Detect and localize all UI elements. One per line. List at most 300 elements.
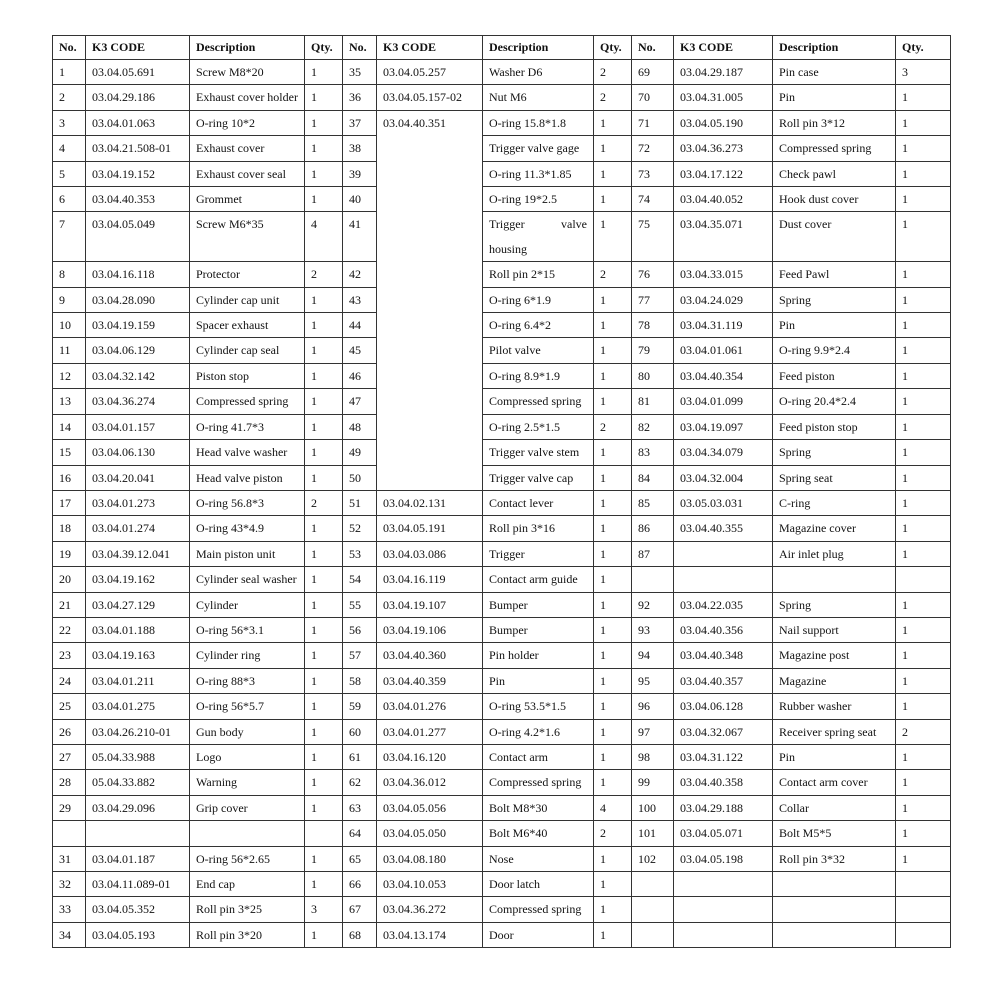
cell-description: Exhaust cover — [190, 136, 305, 161]
cell-no: 31 — [53, 846, 86, 871]
cell-no: 80 — [632, 363, 674, 388]
cell-no: 99 — [632, 770, 674, 795]
cell-no: 5 — [53, 161, 86, 186]
cell-no: 36 — [343, 85, 377, 110]
cell-no: 77 — [632, 287, 674, 312]
cell-description: O-ring 43*4.9 — [190, 516, 305, 541]
cell-description: Spring — [773, 592, 896, 617]
header-no-3: No. — [632, 36, 674, 60]
cell-no: 92 — [632, 592, 674, 617]
cell-description: Spring seat — [773, 465, 896, 490]
cell-no: 19 — [53, 541, 86, 566]
table-row — [53, 363, 951, 388]
cell-no: 44 — [343, 313, 377, 338]
cell-no: 11 — [53, 338, 86, 363]
cell-no: 35 — [343, 60, 377, 85]
table-row — [53, 262, 951, 287]
cell-qty: 2 — [594, 262, 632, 287]
cell-description: Head valve piston — [190, 465, 305, 490]
cell-qty: 1 — [896, 795, 951, 820]
cell-qty: 1 — [896, 338, 951, 363]
cell-description: Pin — [773, 744, 896, 769]
table-row — [53, 440, 951, 465]
cell-description: Bolt M6*40 — [483, 821, 594, 846]
cell-no: 86 — [632, 516, 674, 541]
cell-qty: 1 — [896, 212, 951, 262]
cell-k3-code: 03.04.31.005 — [674, 85, 773, 110]
cell-qty: 1 — [305, 643, 343, 668]
cell-qty: 1 — [305, 187, 343, 212]
cell-description: O-ring 8.9*1.9 — [483, 363, 594, 388]
cell-description: O-ring 56*2.65 — [190, 846, 305, 871]
cell-description: Compressed spring — [483, 770, 594, 795]
cell-qty: 1 — [305, 363, 343, 388]
cell-qty: 1 — [896, 846, 951, 871]
cell-k3-code: 03.04.06.129 — [86, 338, 190, 363]
cell-qty: 1 — [305, 872, 343, 897]
cell-no: 20 — [53, 567, 86, 592]
cell-description: Roll pin 3*12 — [773, 110, 896, 135]
cell-description — [190, 821, 305, 846]
cell-k3-code: 03.04.03.086 — [377, 541, 483, 566]
cell-qty: 3 — [896, 60, 951, 85]
cell-no: 94 — [632, 643, 674, 668]
cell-no: 48 — [343, 414, 377, 439]
cell-description: O-ring 56.8*3 — [190, 490, 305, 515]
cell-qty: 1 — [594, 465, 632, 490]
cell-description: O-ring 10*2 — [190, 110, 305, 135]
header-k3-code-2: K3 CODE — [377, 36, 483, 60]
cell-k3-code: 03.04.19.159 — [86, 313, 190, 338]
cell-k3-code: 03.04.01.188 — [86, 617, 190, 642]
cell-no: 33 — [53, 897, 86, 922]
cell-no: 1 — [53, 60, 86, 85]
cell-qty: 1 — [896, 414, 951, 439]
cell-k3-code: 03.04.05.352 — [86, 897, 190, 922]
cell-description: Feed piston stop — [773, 414, 896, 439]
cell-qty: 1 — [594, 770, 632, 795]
cell-qty: 1 — [594, 897, 632, 922]
cell-description: Feed Pawl — [773, 262, 896, 287]
cell-description: Air inlet plug — [773, 541, 896, 566]
cell-k3-code: 03.04.01.063 — [86, 110, 190, 135]
cell-description: Screw M6*35 — [190, 212, 305, 262]
cell-k3-code: 03.04.40.348 — [674, 643, 773, 668]
cell-k3-code: 03.04.01.273 — [86, 490, 190, 515]
cell-no: 14 — [53, 414, 86, 439]
cell-no: 81 — [632, 389, 674, 414]
cell-k3-code: 03.04.05.257 — [377, 60, 483, 85]
table-row — [53, 414, 951, 439]
cell-k3-code: 03.04.19.163 — [86, 643, 190, 668]
cell-description: Screw M8*20 — [190, 60, 305, 85]
cell-description: O-ring 56*5.7 — [190, 694, 305, 719]
cell-description: Bolt M5*5 — [773, 821, 896, 846]
cell-k3-code: 03.04.05.056 — [377, 795, 483, 820]
table-row — [53, 770, 951, 795]
cell-description: O-ring 15.8*1.8 — [483, 110, 594, 135]
cell-k3-code: 03.04.36.012 — [377, 770, 483, 795]
cell-description: Contact arm guide — [483, 567, 594, 592]
cell-no: 60 — [343, 719, 377, 744]
table-row — [53, 60, 951, 85]
cell-description — [773, 872, 896, 897]
cell-no: 7 — [53, 212, 86, 262]
cell-k3-code: 03.04.40.356 — [674, 617, 773, 642]
cell-no: 66 — [343, 872, 377, 897]
cell-no: 100 — [632, 795, 674, 820]
cell-k3-code: 03.04.13.174 — [377, 922, 483, 947]
cell-description: Hook dust cover — [773, 187, 896, 212]
cell-k3-code: 03.04.16.120 — [377, 744, 483, 769]
cell-no: 59 — [343, 694, 377, 719]
cell-no: 46 — [343, 363, 377, 388]
table-row — [53, 567, 951, 592]
cell-description: Roll pin 2*15 — [483, 262, 594, 287]
cell-k3-code: 03.04.01.187 — [86, 846, 190, 871]
table-row — [53, 287, 951, 312]
cell-k3-code: 03.04.01.061 — [674, 338, 773, 363]
cell-k3-code: 03.04.01.099 — [674, 389, 773, 414]
cell-description: O-ring 9.9*2.4 — [773, 338, 896, 363]
cell-qty: 1 — [594, 592, 632, 617]
table-row — [53, 541, 951, 566]
cell-description: Trigger valve stem — [483, 440, 594, 465]
cell-description: Nose — [483, 846, 594, 871]
cell-no: 55 — [343, 592, 377, 617]
cell-description: Dust cover — [773, 212, 896, 262]
cell-qty: 1 — [305, 85, 343, 110]
cell-k3-code: 03.04.16.119 — [377, 567, 483, 592]
cell-k3-code: 03.04.29.096 — [86, 795, 190, 820]
cell-description: Trigger valve cap — [483, 465, 594, 490]
cell-qty: 1 — [896, 110, 951, 135]
cell-qty: 1 — [305, 795, 343, 820]
cell-qty: 1 — [896, 287, 951, 312]
cell-no: 58 — [343, 668, 377, 693]
cell-qty: 1 — [594, 212, 632, 262]
cell-qty: 1 — [896, 262, 951, 287]
cell-qty: 1 — [305, 338, 343, 363]
cell-qty: 1 — [305, 668, 343, 693]
table-row — [53, 872, 951, 897]
cell-no: 42 — [343, 262, 377, 287]
cell-k3-code: 03.04.05.198 — [674, 846, 773, 871]
cell-no: 3 — [53, 110, 86, 135]
cell-k3-code: 03.04.06.128 — [674, 694, 773, 719]
cell-qty: 1 — [896, 516, 951, 541]
cell-description: O-ring 41.7*3 — [190, 414, 305, 439]
cell-description: Compressed spring — [483, 897, 594, 922]
cell-qty: 1 — [594, 363, 632, 388]
cell-no: 6 — [53, 187, 86, 212]
cell-description: O-ring 53.5*1.5 — [483, 694, 594, 719]
table-row — [53, 338, 951, 363]
cell-no: 26 — [53, 719, 86, 744]
cell-qty — [896, 567, 951, 592]
cell-k3-code: 03.04.20.041 — [86, 465, 190, 490]
cell-qty: 1 — [896, 592, 951, 617]
cell-qty: 1 — [305, 770, 343, 795]
cell-no: 87 — [632, 541, 674, 566]
cell-no: 79 — [632, 338, 674, 363]
cell-description: Gun body — [190, 719, 305, 744]
cell-k3-code: 03.04.05.191 — [377, 516, 483, 541]
cell-qty: 1 — [305, 694, 343, 719]
cell-description: Logo — [190, 744, 305, 769]
cell-k3-code: 03.04.40.359 — [377, 668, 483, 693]
table-row — [53, 922, 951, 947]
cell-k3-code: 03.04.19.162 — [86, 567, 190, 592]
cell-no: 62 — [343, 770, 377, 795]
cell-description: Cylinder cap unit — [190, 287, 305, 312]
cell-qty: 1 — [896, 465, 951, 490]
cell-no: 102 — [632, 846, 674, 871]
cell-no: 34 — [53, 922, 86, 947]
cell-k3-code — [674, 922, 773, 947]
cell-no: 16 — [53, 465, 86, 490]
cell-no: 28 — [53, 770, 86, 795]
cell-no: 24 — [53, 668, 86, 693]
cell-description: O-ring 88*3 — [190, 668, 305, 693]
cell-no: 72 — [632, 136, 674, 161]
cell-qty: 1 — [896, 744, 951, 769]
cell-k3-code: 03.04.17.122 — [674, 161, 773, 186]
cell-description: Pin — [773, 313, 896, 338]
cell-description: O-ring 56*3.1 — [190, 617, 305, 642]
cell-no: 70 — [632, 85, 674, 110]
cell-k3-code: 03.04.29.186 — [86, 85, 190, 110]
cell-k3-code: 03.04.40.354 — [674, 363, 773, 388]
cell-qty: 1 — [305, 389, 343, 414]
cell-k3-code: 03.04.02.131 — [377, 490, 483, 515]
cell-description: Bumper — [483, 617, 594, 642]
cell-no: 71 — [632, 110, 674, 135]
header-qty-1: Qty. — [305, 36, 343, 60]
cell-k3-code: 03.04.05.193 — [86, 922, 190, 947]
cell-qty: 1 — [594, 744, 632, 769]
cell-k3-code: 05.04.33.988 — [86, 744, 190, 769]
header-description-3: Description — [773, 36, 896, 60]
cell-description: End cap — [190, 872, 305, 897]
table-row — [53, 85, 951, 110]
cell-k3-code — [86, 821, 190, 846]
cell-description: Roll pin 3*32 — [773, 846, 896, 871]
cell-description: Feed piston — [773, 363, 896, 388]
cell-k3-code: 03.04.40.052 — [674, 187, 773, 212]
cell-k3-code: 03.04.19.106 — [377, 617, 483, 642]
cell-k3-code: 03.04.26.210-01 — [86, 719, 190, 744]
cell-qty: 1 — [594, 694, 632, 719]
cell-qty: 1 — [896, 161, 951, 186]
cell-qty — [896, 897, 951, 922]
cell-qty: 2 — [305, 490, 343, 515]
cell-no: 37 — [343, 110, 377, 135]
cell-k3-code: 03.04.16.118 — [86, 262, 190, 287]
cell-description — [773, 897, 896, 922]
cell-k3-code: 03.04.40.351 — [377, 110, 483, 490]
cell-qty: 1 — [594, 617, 632, 642]
table-row — [53, 694, 951, 719]
table-row — [53, 897, 951, 922]
cell-qty: 1 — [305, 719, 343, 744]
cell-qty — [896, 922, 951, 947]
cell-description: Exhaust cover holder — [190, 85, 305, 110]
cell-qty: 1 — [896, 440, 951, 465]
cell-k3-code: 03.04.11.089-01 — [86, 872, 190, 897]
cell-description: Trigger — [483, 541, 594, 566]
cell-description: Pin — [483, 668, 594, 693]
cell-qty: 1 — [594, 313, 632, 338]
cell-description: Bolt M8*30 — [483, 795, 594, 820]
cell-no: 101 — [632, 821, 674, 846]
cell-no — [632, 922, 674, 947]
cell-qty: 1 — [896, 821, 951, 846]
cell-qty: 1 — [305, 287, 343, 312]
cell-k3-code: 03.04.05.157-02 — [377, 85, 483, 110]
cell-qty: 1 — [305, 846, 343, 871]
cell-description: Pin holder — [483, 643, 594, 668]
cell-description: Collar — [773, 795, 896, 820]
cell-description: O-ring 11.3*1.85 — [483, 161, 594, 186]
table-row — [53, 389, 951, 414]
cell-description: Piston stop — [190, 363, 305, 388]
header-description-1: Description — [190, 36, 305, 60]
cell-k3-code — [674, 541, 773, 566]
cell-k3-code: 03.04.27.129 — [86, 592, 190, 617]
cell-qty: 1 — [594, 389, 632, 414]
cell-qty: 2 — [594, 414, 632, 439]
cell-k3-code: 03.04.05.190 — [674, 110, 773, 135]
cell-qty: 1 — [594, 110, 632, 135]
cell-qty — [305, 821, 343, 846]
cell-no — [632, 567, 674, 592]
cell-k3-code: 03.04.32.004 — [674, 465, 773, 490]
cell-k3-code: 03.04.32.067 — [674, 719, 773, 744]
cell-no — [632, 897, 674, 922]
cell-qty: 1 — [305, 744, 343, 769]
cell-k3-code: 03.04.19.097 — [674, 414, 773, 439]
cell-qty: 1 — [305, 516, 343, 541]
table-row — [53, 795, 951, 820]
cell-k3-code: 03.04.19.107 — [377, 592, 483, 617]
cell-qty: 2 — [594, 85, 632, 110]
cell-k3-code: 03.04.06.130 — [86, 440, 190, 465]
cell-no: 39 — [343, 161, 377, 186]
cell-description: Roll pin 3*16 — [483, 516, 594, 541]
cell-qty: 1 — [896, 643, 951, 668]
cell-description: Head valve washer — [190, 440, 305, 465]
cell-qty: 1 — [594, 846, 632, 871]
cell-no: 53 — [343, 541, 377, 566]
cell-description: Pilot valve — [483, 338, 594, 363]
cell-no: 15 — [53, 440, 86, 465]
cell-qty: 1 — [594, 490, 632, 515]
cell-no: 18 — [53, 516, 86, 541]
cell-description: Roll pin 3*20 — [190, 922, 305, 947]
parts-list-table — [52, 35, 951, 948]
cell-description: Cylinder seal washer — [190, 567, 305, 592]
cell-k3-code: 03.05.03.031 — [674, 490, 773, 515]
cell-qty: 1 — [594, 872, 632, 897]
table-row — [53, 643, 951, 668]
cell-description: Trigger valve gage — [483, 136, 594, 161]
cell-qty: 1 — [896, 617, 951, 642]
cell-k3-code: 03.04.36.274 — [86, 389, 190, 414]
cell-qty: 1 — [594, 136, 632, 161]
cell-description: Magazine post — [773, 643, 896, 668]
cell-description: O-ring 6.4*2 — [483, 313, 594, 338]
cell-description — [773, 922, 896, 947]
cell-qty: 1 — [305, 541, 343, 566]
cell-description: Grip cover — [190, 795, 305, 820]
cell-qty: 1 — [305, 567, 343, 592]
cell-description: Washer D6 — [483, 60, 594, 85]
cell-qty: 1 — [305, 440, 343, 465]
cell-qty: 1 — [305, 414, 343, 439]
header-qty-3: Qty. — [896, 36, 951, 60]
cell-no: 75 — [632, 212, 674, 262]
table-row — [53, 212, 951, 262]
cell-no: 93 — [632, 617, 674, 642]
cell-k3-code: 03.04.05.050 — [377, 821, 483, 846]
cell-k3-code: 03.04.28.090 — [86, 287, 190, 312]
cell-k3-code: 03.04.31.122 — [674, 744, 773, 769]
cell-description: Trigger valve housing — [483, 212, 594, 262]
cell-no: 27 — [53, 744, 86, 769]
cell-description: Spring — [773, 287, 896, 312]
cell-no: 4 — [53, 136, 86, 161]
cell-k3-code: 03.04.32.142 — [86, 363, 190, 388]
cell-no: 82 — [632, 414, 674, 439]
cell-no: 85 — [632, 490, 674, 515]
table-row — [53, 719, 951, 744]
cell-k3-code: 03.04.01.275 — [86, 694, 190, 719]
cell-no: 67 — [343, 897, 377, 922]
cell-k3-code: 03.04.40.360 — [377, 643, 483, 668]
cell-k3-code: 03.04.40.357 — [674, 668, 773, 693]
cell-qty: 3 — [305, 897, 343, 922]
cell-no: 68 — [343, 922, 377, 947]
cell-qty: 1 — [896, 389, 951, 414]
cell-description: Check pawl — [773, 161, 896, 186]
header-k3-code-3: K3 CODE — [674, 36, 773, 60]
cell-no: 47 — [343, 389, 377, 414]
table-row — [53, 821, 951, 846]
cell-description: Protector — [190, 262, 305, 287]
table-row — [53, 744, 951, 769]
table-body — [53, 60, 951, 948]
cell-description: Contact lever — [483, 490, 594, 515]
cell-k3-code: 03.04.01.277 — [377, 719, 483, 744]
cell-qty: 1 — [594, 668, 632, 693]
cell-qty: 1 — [305, 60, 343, 85]
cell-description: Spring — [773, 440, 896, 465]
cell-no: 65 — [343, 846, 377, 871]
table-row — [53, 592, 951, 617]
cell-no: 8 — [53, 262, 86, 287]
cell-description: Spacer exhaust — [190, 313, 305, 338]
cell-qty: 1 — [594, 643, 632, 668]
cell-k3-code: 03.04.05.071 — [674, 821, 773, 846]
cell-qty: 1 — [896, 541, 951, 566]
cell-qty: 2 — [594, 60, 632, 85]
cell-no: 32 — [53, 872, 86, 897]
cell-qty: 1 — [896, 770, 951, 795]
cell-qty: 1 — [594, 719, 632, 744]
cell-k3-code — [674, 897, 773, 922]
cell-description: Compressed spring — [483, 389, 594, 414]
